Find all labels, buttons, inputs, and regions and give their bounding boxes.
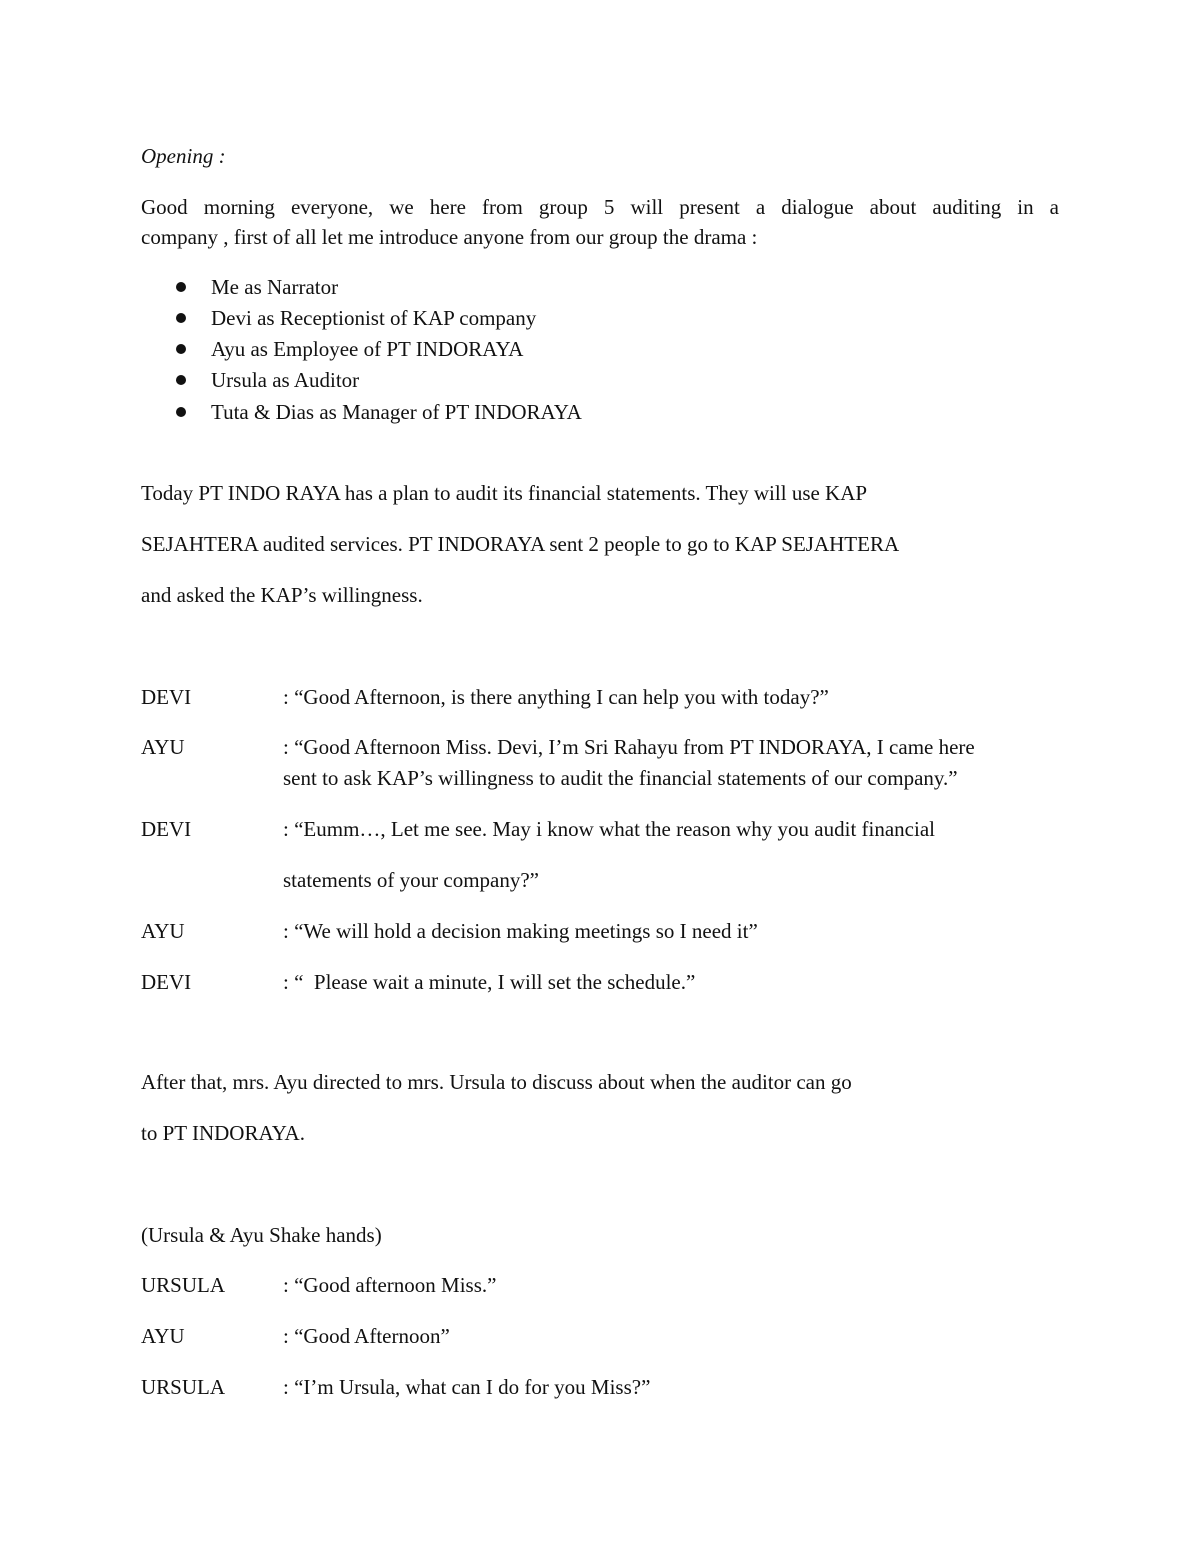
- cast-item-text: Me as Narrator: [211, 275, 339, 299]
- narration-line: SEJAHTERA audited services. PT INDORAYA sent 2 people to go to KAP SEJAHTERA: [141, 532, 900, 556]
- opening-heading: Opening :: [141, 144, 226, 168]
- speech-line: sent to ask KAP’s willingness to audit the financial statements of our company.”: [283, 766, 958, 790]
- narration-line: and asked the KAP’s willingness.: [141, 583, 423, 607]
- narration-line: After that, mrs. Ayu directed to mrs. Ursula to discuss about when the auditor can go: [141, 1070, 852, 1094]
- bullet-icon: [176, 282, 186, 292]
- speech-line: : “ Please wait a minute, I will set the schedule.”: [283, 970, 696, 994]
- speaker-name: AYU: [141, 1324, 185, 1348]
- cast-item-text: Ursula as Auditor: [211, 368, 360, 392]
- speaker-name: AYU: [141, 735, 185, 759]
- intro-line-2: company , first of all let me introduce anyone from our group the drama :: [141, 225, 758, 249]
- speaker-name: URSULA: [141, 1375, 226, 1399]
- speaker-name: URSULA: [141, 1273, 226, 1297]
- speaker-name: DEVI: [141, 685, 192, 709]
- speaker-name: AYU: [141, 919, 185, 943]
- narration-line: Today PT INDO RAYA has a plan to audit its financial statements. They will use KAP: [141, 481, 868, 505]
- bullet-icon: [176, 407, 186, 417]
- speech-line: : “Good Afternoon Miss. Devi, I’m Sri Rahayu from PT INDORAYA, I came here: [283, 735, 975, 759]
- speech-line: : “Good Afternoon”: [283, 1324, 450, 1348]
- speaker-name: DEVI: [141, 817, 192, 841]
- speech-line: : “Eumm…, Let me see. May i know what the reason why you audit financial: [283, 817, 935, 841]
- bullet-icon: [176, 313, 186, 323]
- speech-line: : “We will hold a decision making meetings so I need it”: [283, 919, 758, 943]
- cast-item-text: Ayu as Employee of PT INDORAYA: [211, 337, 524, 361]
- bullet-icon: [176, 375, 186, 385]
- speech-line: statements of your company?”: [283, 868, 539, 892]
- bullet-icon: [176, 344, 186, 354]
- cast-item-text: Tuta & Dias as Manager of PT INDORAYA: [211, 400, 582, 424]
- speech-line: : “I’m Ursula, what can I do for you Miss?”: [283, 1375, 651, 1399]
- narration-line: to PT INDORAYA.: [141, 1121, 305, 1145]
- speech-line: : “Good afternoon Miss.”: [283, 1273, 497, 1297]
- intro-line-1: Good morning everyone, we here from group 5 will present a dialogue about auditing in a: [141, 195, 1059, 219]
- speech-line: : “Good Afternoon, is there anything I can help you with today?”: [283, 685, 829, 709]
- cast-item-text: Devi as Receptionist of KAP company: [211, 306, 537, 330]
- speaker-name: DEVI: [141, 970, 192, 994]
- stage-direction: (Ursula & Ayu Shake hands): [141, 1223, 382, 1247]
